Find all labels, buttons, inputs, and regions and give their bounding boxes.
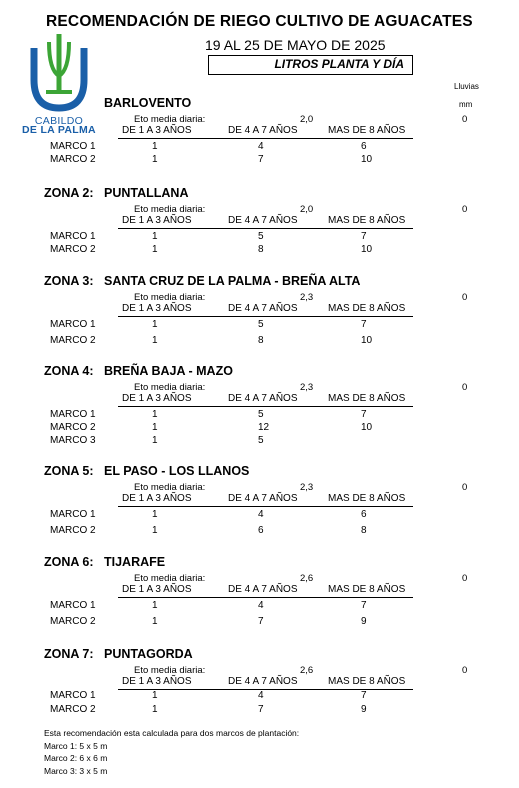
- logo-line-2: DE LA PALMA: [22, 124, 96, 136]
- rain-value: 0: [462, 292, 468, 303]
- column-header: DE 1 A 3 AÑOS: [122, 493, 192, 504]
- eto-value: 2,6: [300, 665, 314, 676]
- row-label: MARCO 2: [50, 335, 96, 346]
- unit-label-box: LITROS PLANTA Y DÍA: [208, 55, 413, 75]
- eto-line: [134, 573, 314, 584]
- value-4-7-years: 7: [258, 154, 264, 165]
- zone-heading: [44, 464, 249, 478]
- value-4-7-years: 5: [258, 319, 264, 330]
- zone-number: ZONA 2:: [44, 186, 94, 200]
- value-4-7-years: 5: [258, 231, 264, 242]
- column-header: DE 4 A 7 AÑOS: [228, 125, 298, 136]
- column-header: DE 1 A 3 AÑOS: [122, 393, 192, 404]
- column-header: MAS DE 8 AÑOS: [328, 303, 406, 314]
- value-4-7-years: 8: [258, 335, 264, 346]
- column-header: DE 1 A 3 AÑOS: [122, 584, 192, 595]
- value-1-3-years: 1: [152, 319, 158, 330]
- column-header: DE 4 A 7 AÑOS: [228, 393, 298, 404]
- value-8-plus-years: 10: [361, 335, 373, 346]
- zone-heading: [44, 364, 233, 378]
- document-title: RECOMENDACIÓN DE RIEGO CULTIVO DE AGUACATES: [46, 13, 473, 30]
- rain-value: 0: [462, 114, 468, 125]
- value-8-plus-years: 6: [361, 141, 367, 152]
- rain-value: 0: [462, 382, 468, 393]
- column-header: DE 4 A 7 AÑOS: [228, 493, 298, 504]
- value-4-7-years: 7: [258, 704, 264, 715]
- rain-header: Lluvias: [454, 82, 479, 91]
- eto-label: Eto media diaria:: [134, 482, 206, 493]
- eto-line: [134, 114, 314, 125]
- value-1-3-years: 1: [152, 409, 158, 420]
- eto-label: Eto media diaria:: [134, 114, 206, 125]
- zone-name: EL PASO - LOS LLANOS: [104, 464, 250, 478]
- eto-value: 2,0: [300, 204, 314, 215]
- eto-line: [134, 665, 314, 676]
- value-1-3-years: 1: [152, 335, 158, 346]
- zone-name: TIJARAFE: [104, 555, 166, 569]
- row-label: MARCO 3: [50, 435, 96, 446]
- footer-marco-1: Marco 1: 5 x 5 m: [44, 741, 108, 751]
- row-label: MARCO 1: [50, 509, 96, 520]
- value-4-7-years: 5: [258, 435, 264, 446]
- row-label: MARCO 1: [50, 319, 96, 330]
- header-divider: [118, 228, 413, 229]
- zone-number: ZONA 7:: [44, 647, 94, 661]
- value-8-plus-years: 10: [361, 154, 373, 165]
- row-label: MARCO 1: [50, 409, 96, 420]
- footer-marco-2: Marco 2: 6 x 6 m: [44, 753, 108, 763]
- value-8-plus-years: 10: [361, 244, 373, 255]
- column-header: MAS DE 8 AÑOS: [328, 215, 406, 226]
- value-1-3-years: 1: [152, 690, 158, 701]
- zone-name: SANTA CRUZ DE LA PALMA - BREÑA ALTA: [104, 274, 361, 288]
- row-label: MARCO 1: [50, 141, 96, 152]
- rain-value: 0: [462, 482, 468, 493]
- eto-label: Eto media diaria:: [134, 573, 206, 584]
- column-header: DE 4 A 7 AÑOS: [228, 584, 298, 595]
- value-8-plus-years: 7: [361, 600, 367, 611]
- value-1-3-years: 1: [152, 704, 158, 715]
- zone-number: ZONA 3:: [44, 274, 94, 288]
- rain-value: 0: [462, 665, 468, 676]
- zone-heading: [44, 555, 165, 569]
- value-8-plus-years: 7: [361, 319, 367, 330]
- value-8-plus-years: 7: [361, 409, 367, 420]
- value-1-3-years: 1: [152, 231, 158, 242]
- eto-line: [134, 482, 314, 493]
- eto-label: Eto media diaria:: [134, 382, 206, 393]
- value-1-3-years: 1: [152, 422, 158, 433]
- value-1-3-years: 1: [152, 435, 158, 446]
- column-header: DE 1 A 3 AÑOS: [122, 215, 192, 226]
- header-divider: [118, 597, 413, 598]
- zone-number: ZONA 6:: [44, 555, 94, 569]
- value-8-plus-years: 6: [361, 509, 367, 520]
- value-4-7-years: 7: [258, 616, 264, 627]
- column-header: DE 4 A 7 AÑOS: [228, 215, 298, 226]
- value-1-3-years: 1: [152, 616, 158, 627]
- eto-value: 2,3: [300, 382, 314, 393]
- header-divider: [118, 316, 413, 317]
- zone-number: ZONA 5:: [44, 464, 94, 478]
- header-divider: [118, 506, 413, 507]
- eto-label: Eto media diaria:: [134, 204, 206, 215]
- value-8-plus-years: 10: [361, 422, 373, 433]
- row-label: MARCO 2: [50, 616, 96, 627]
- value-4-7-years: 4: [258, 141, 264, 152]
- zone-name: PUNTAGORDA: [104, 647, 193, 661]
- rain-value: 0: [462, 573, 468, 584]
- logo-line-1: CABILDO: [34, 115, 84, 127]
- value-8-plus-years: 7: [361, 231, 367, 242]
- column-header: DE 1 A 3 AÑOS: [122, 676, 192, 687]
- eto-label: Eto media diaria:: [134, 292, 206, 303]
- zone-number: ZONA 4:: [44, 364, 94, 378]
- footer-note: Esta recomendación esta calculada para dos marcos de plantación:: [44, 728, 300, 738]
- column-header: MAS DE 8 AÑOS: [328, 393, 406, 404]
- value-4-7-years: 5: [258, 409, 264, 420]
- value-4-7-years: 4: [258, 509, 264, 520]
- column-header: MAS DE 8 AÑOS: [328, 125, 406, 136]
- row-label: MARCO 2: [50, 422, 96, 433]
- value-1-3-years: 1: [152, 509, 158, 520]
- column-header: MAS DE 8 AÑOS: [328, 584, 406, 595]
- value-1-3-years: 1: [152, 525, 158, 536]
- header-divider: [118, 406, 413, 407]
- zone-heading: [44, 647, 193, 661]
- column-header: DE 4 A 7 AÑOS: [228, 676, 298, 687]
- zone-name: BREÑA BAJA - MAZO: [104, 364, 233, 378]
- column-header: DE 4 A 7 AÑOS: [228, 303, 298, 314]
- eto-line: [134, 292, 314, 303]
- row-label: MARCO 2: [50, 704, 96, 715]
- column-header: MAS DE 8 AÑOS: [328, 493, 406, 504]
- eto-value: 2,3: [300, 482, 314, 493]
- value-4-7-years: 12: [258, 422, 270, 433]
- eto-label: Eto media diaria:: [134, 665, 206, 676]
- header-divider: [118, 689, 413, 690]
- zone-heading: [44, 274, 360, 288]
- value-4-7-years: 4: [258, 690, 264, 701]
- eto-value: 2,3: [300, 292, 314, 303]
- column-header: DE 1 A 3 AÑOS: [122, 125, 192, 136]
- zone-name: PUNTALLANA: [104, 186, 189, 200]
- value-4-7-years: 6: [258, 525, 264, 536]
- eto-value: 2,6: [300, 573, 314, 584]
- footer-marco-3: Marco 3: 3 x 5 m: [44, 766, 108, 776]
- value-8-plus-years: 8: [361, 525, 367, 536]
- value-1-3-years: 1: [152, 154, 158, 165]
- value-8-plus-years: 9: [361, 616, 367, 627]
- zone-name: BARLOVENTO: [104, 96, 192, 110]
- zone-heading: [44, 186, 188, 200]
- value-8-plus-years: 7: [361, 690, 367, 701]
- row-label: MARCO 2: [50, 525, 96, 536]
- row-label: MARCO 1: [50, 600, 96, 611]
- column-header: MAS DE 8 AÑOS: [328, 676, 406, 687]
- rain-unit: mm: [459, 100, 473, 109]
- value-1-3-years: 1: [152, 600, 158, 611]
- rain-value: 0: [462, 204, 468, 215]
- column-header: DE 1 A 3 AÑOS: [122, 303, 192, 314]
- zone-heading: [44, 96, 191, 110]
- value-4-7-years: 4: [258, 600, 264, 611]
- row-label: MARCO 1: [50, 231, 96, 242]
- value-8-plus-years: 9: [361, 704, 367, 715]
- value-4-7-years: 8: [258, 244, 264, 255]
- row-label: MARCO 2: [50, 154, 96, 165]
- eto-value: 2,0: [300, 114, 314, 125]
- row-label: MARCO 1: [50, 690, 96, 701]
- row-label: MARCO 2: [50, 244, 96, 255]
- eto-line: [134, 382, 314, 393]
- eto-line: [134, 204, 314, 215]
- logo-text: [18, 117, 100, 135]
- header-divider: [118, 138, 413, 139]
- value-1-3-years: 1: [152, 141, 158, 152]
- date-range: 19 AL 25 DE MAYO DE 2025: [205, 37, 386, 53]
- value-1-3-years: 1: [152, 244, 158, 255]
